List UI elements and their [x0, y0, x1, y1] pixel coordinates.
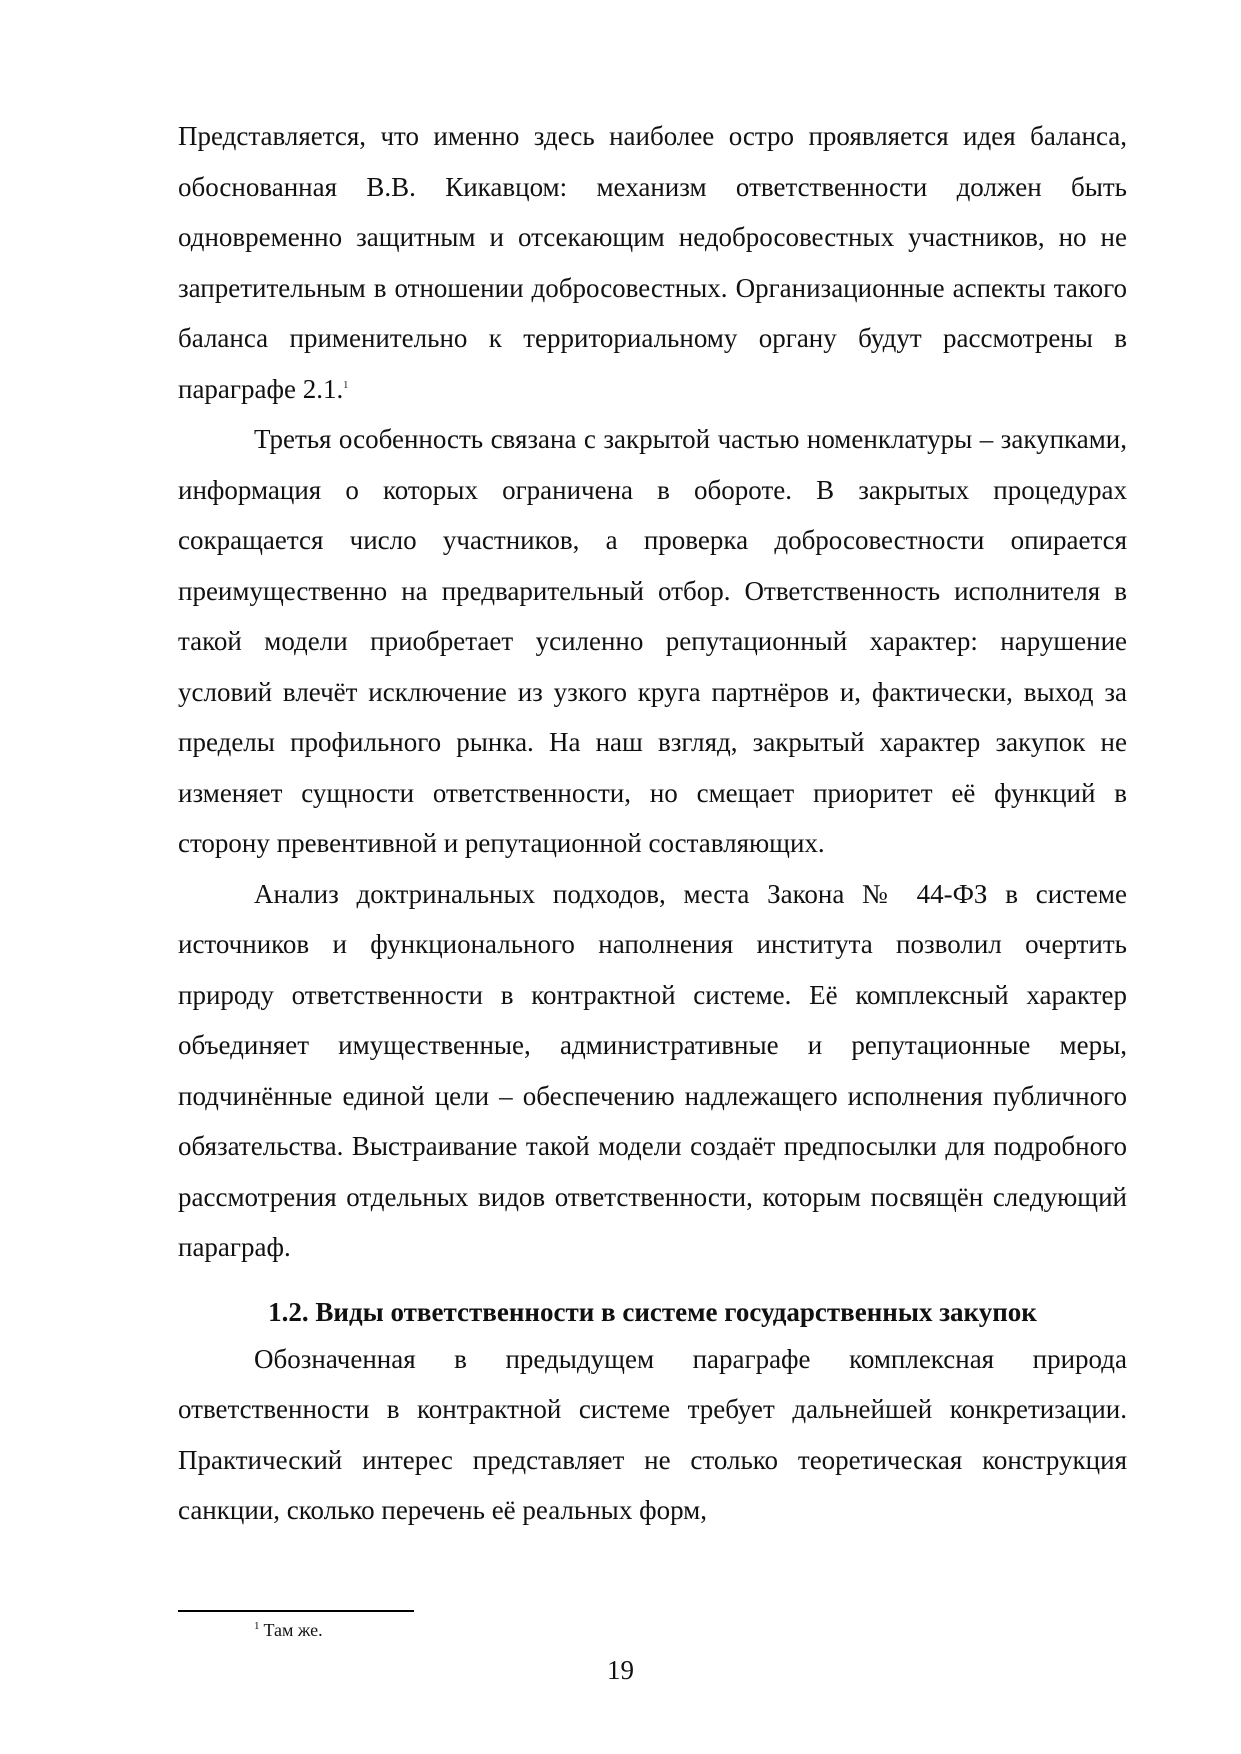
- page-number: 19: [607, 1655, 634, 1685]
- footnote: [254, 1618, 323, 1642]
- footnote-text: Там же.: [263, 1620, 323, 1640]
- page-body: [178, 111, 1127, 1536]
- footnote-separator: [178, 1610, 414, 1612]
- section-heading: 1.2. Виды ответственности в системе государственных закупок: [268, 1296, 1037, 1327]
- paragraph-conclusion: Анализ доктринальных подходов, места Закона № 44-ФЗ в системе источников и функционального наполнения института позволил очертить природу ответственности в контрактной системе. Её комплексный характер объединяет имущественные, административные и репутационные меры, подчинённые единой цели – обеспечению надлежащего исполнения публичного обязательства. Выстраивание такой модели создаёт предпосылки для подробного рассмотрения отдельных видов ответственности, которым посвящён следующий параграф.: [178, 878, 1127, 1262]
- footnote-number: 1: [254, 1620, 260, 1632]
- paragraph-text: Представляется, что именно здесь наиболее остро проявляется идея баланса, обоснованная В.В. Кикавцом: механизм ответственности должен быть одновременно защитным и отсекающим недобросовестных участников, но не запретительным в отношении добросовестных. Организационные аспекты такого баланса применительно к территориальному органу будут рассмотрены в параграфе 2.1.: [178, 121, 1127, 404]
- paragraph-balance: [178, 111, 1127, 414]
- paragraph-closed-procurement: Третья особенность связана с закрытой частью номенклатуры – закупками, информация о которых ограничена в обороте. В закрытых процедурах сокращается число участников, а проверка добросовестности опирается преимущественно на предварительный отбор. Ответственность исполнителя в такой модели приобретает усиленно репутационный характер: нарушение условий влечёт исключение из узкого круга партнёров и, фактически, выход за пределы профильного рынка. На наш взгляд, закрытый характер закупок не изменяет сущности ответственности, но смещает приоритет её функций в сторону превентивной и репутационной составляющих.: [178, 424, 1127, 858]
- footnote-reference[interactable]: 1: [343, 379, 349, 391]
- paragraph-section-intro: Обозначенная в предыдущем параграфе комплексная природа ответственности в контрактной системе требует дальнейшей конкретизации. Практический интерес представляет не столько теоретическая конструкция санкции, сколько перечень её реальных форм,: [178, 1343, 1127, 1525]
